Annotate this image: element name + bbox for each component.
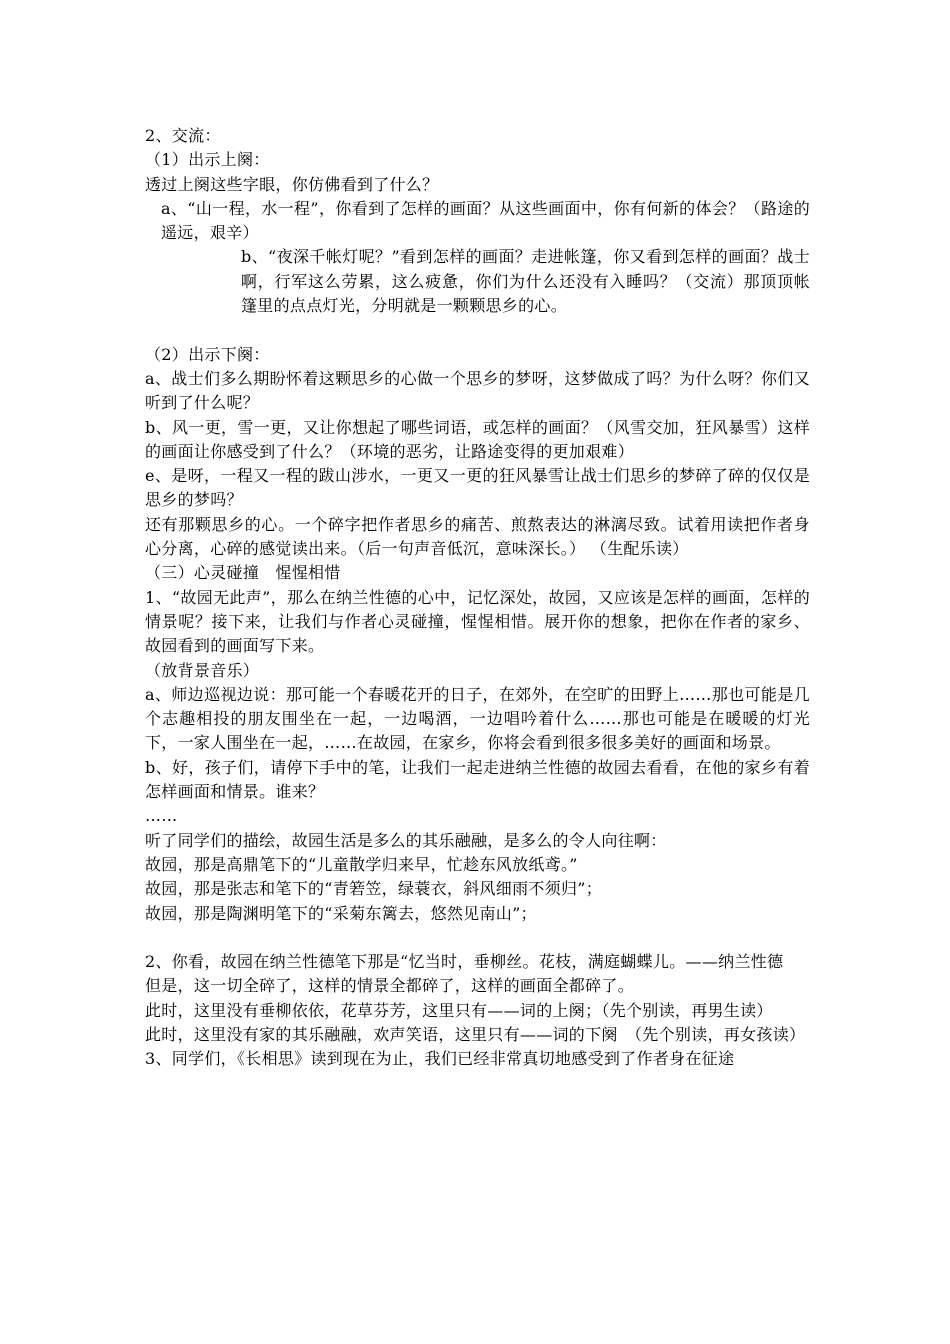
ellipsis-line: ……	[145, 806, 178, 826]
paragraph: e、是呀，一程又一程的跋山涉水，一更又一更的狂风暴雪让战士们思乡的梦碎了碎的仅仅是思乡的梦吗？	[145, 466, 810, 510]
paragraph: b、“夜深千帐灯呢？”看到怎样的画面？走进帐篷，你又看到怎样的画面？战士啊，行军这么劳累，这么疲惫，你们为什么还没有入睡吗？（交流）那顶顶帐篷里的点点灯光，分明就是一颗颗思乡的心。	[241, 247, 810, 316]
paragraph: 但是，这一切全碎了，这样的情景全都碎了，这样的画面全都碎了。	[145, 976, 635, 996]
paragraph: 故园，那是陶渊明笔下的“采菊东篱去，悠然见南山”；	[145, 903, 537, 923]
paragraph: 透过上阕这些字眼，你仿佛看到了什么？	[145, 174, 439, 194]
paragraph: a、战士们多么期盼怀着这颗思乡的心做一个思乡的梦呀，这梦做成了吗？为什么呀？你们又听到了什么呢？	[145, 368, 810, 413]
blank-line	[145, 318, 810, 342]
paragraph: b、好，孩子们，请停下手中的笔，让我们一起走进纳兰性德的故园去看看，在他的家乡有着怎样画面和情景。谁来？	[145, 757, 810, 802]
paragraph: a、师边巡视边说：那可能一个春暖花开的日子，在郊外，在空旷的田野上……那也可能是几个志趣相投的朋友围坐在一起，一边喝酒，一边唱吟着什么……那也可能是在暖暖的灯光下，一家人围坐在一起，……在故园，在家乡，你将会看到很多很多美好的画面和场景。	[145, 684, 810, 753]
subheading-lower-stanza: （2）出示下阕：	[145, 344, 270, 364]
section-heading: （三）心灵碰撞 惺惺相惜	[145, 563, 341, 583]
paragraph: 2、你看，故园在纳兰性德笔下那是“忆当时，垂柳丝。花枝，满庭蝴蝶儿。——纳兰性德	[145, 952, 784, 972]
paragraph: a、“山一程，水一程”，你看到了怎样的画面？从这些画面中，你有何新的体会？（路途的遥远，艰辛）	[161, 198, 810, 243]
paragraph: 听了同学们的描绘，故园生活是多么的其乐融融，是多么的令人向往啊：	[145, 830, 667, 850]
paragraph: 3、同学们，《长相思》读到现在为止，我们已经非常真切地感受到了作者身在征途	[145, 1049, 735, 1069]
paragraph: 故园，那是张志和笔下的“青箬笠，绿蓑衣，斜风细雨不须归”；	[145, 879, 603, 899]
paragraph: 还有那颗思乡的心。一个碎字把作者思乡的痛苦、煎熬表达的淋漓尽致。试着用读把作者身心分离，心碎的感觉读出来。（后一句声音低沉，意味深长。） （生配乐读）	[145, 514, 810, 559]
paragraph: 此时，这里没有家的其乐融融，欢声笑语，这里只有——词的下阕 （先个别读，再女孩读）	[145, 1024, 806, 1044]
paragraph: （放背景音乐）	[145, 660, 260, 680]
heading-exchange: 2、交流：	[145, 126, 221, 145]
document-body	[145, 124, 810, 1072]
blank-line	[145, 926, 810, 950]
subheading-upper-stanza: （1）出示上阕：	[145, 150, 270, 170]
paragraph: 1、“故园无此声”，那么在纳兰性德的心中，记忆深处，故园，又应该是怎样的画面，怎样的情景呢？接下来，让我们与作者心灵碰撞，惺惺相惜。展开你的想象，把你在作者的家乡、故园看到的画面写下来。	[145, 587, 810, 656]
paragraph: 故园，那是高鼎笔下的“儿童散学归来早，忙趁东风放纸鸢。”	[145, 854, 578, 874]
paragraph: b、风一更，雪一更，又让你想起了哪些词语，或怎样的画面？（风雪交加，狂风暴雪）这样的画面让你感受到了什么？（环境的恶劣，让路途变得的更加艰难）	[145, 417, 810, 461]
paragraph: 此时，这里没有垂柳依依，花草芬芳，这里只有——词的上阕；（先个别读，再男生读）	[145, 1000, 773, 1020]
